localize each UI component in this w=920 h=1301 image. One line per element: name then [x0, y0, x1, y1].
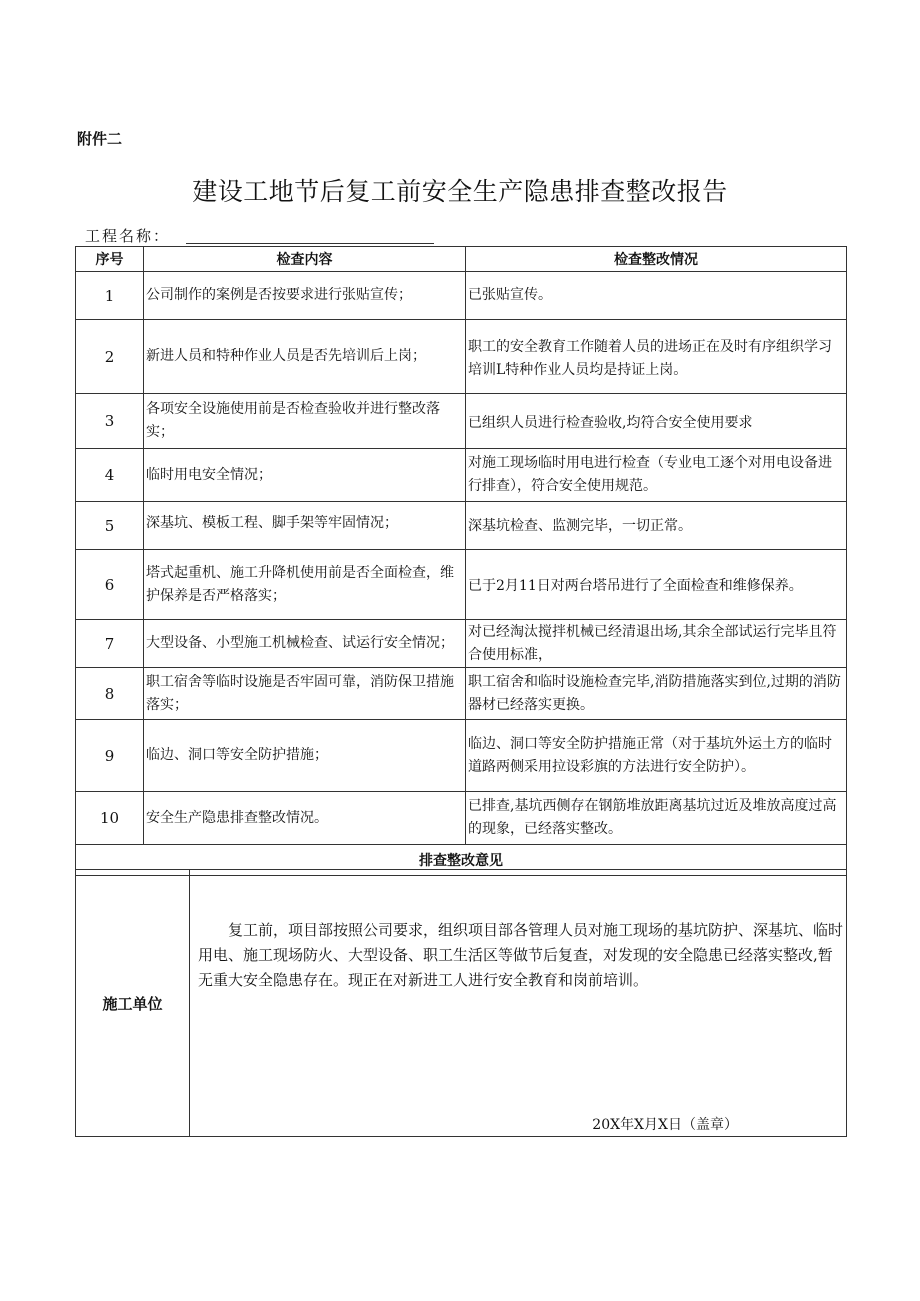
- row-content: 临时用电安全情况；: [144, 449, 466, 502]
- section-title: 排查整改意见: [76, 845, 847, 876]
- row-status: 已张贴宣传。: [466, 272, 847, 320]
- row-no: 5: [76, 502, 144, 550]
- row-content: 职工宿舍等临时设施是否牢固可靠，消防保卫措施落实；: [144, 668, 466, 720]
- row-status: 临边、洞口等安全防护措施正常（对于基坑外运土方的临时道路两侧采用拉设彩旗的方法进行安全防护）。: [466, 720, 847, 792]
- row-status: 已排查,基坑西侧存在钢筋堆放距离基坑过近及堆放高度过高的现象，已经落实整改。: [466, 792, 847, 845]
- header-status: 检查整改情况: [466, 247, 847, 272]
- table-header-row: [76, 247, 847, 272]
- project-name-field[interactable]: [186, 243, 434, 244]
- header-content: 检查内容: [144, 247, 466, 272]
- row-content: 大型设备、小型施工机械检查、试运行安全情况；: [144, 620, 466, 668]
- row-no: 6: [76, 550, 144, 620]
- opinion-text: 复工前，项目部按照公司要求，组织项目部各管理人员对施工现场的基坑防护、深基坑、临时用电、施工现场防火、大型设备、职工生活区等做节后复查，对发现的安全隐患已经落实整改,暂无重大安全隐患存在。现正在对新进工人进行安全教育和岗前培训。: [198, 921, 844, 989]
- inspection-table: [75, 246, 847, 876]
- date-seal: 20X年X月X日（盖章）: [592, 1117, 738, 1133]
- row-status: 对已经淘汰搅拌机械已经清退出场,其余全部试运行完毕且符合使用标准，: [466, 620, 847, 668]
- row-content: 临边、洞口等安全防护措施；: [144, 720, 466, 792]
- row-content: 各项安全设施使用前是否检查验收并进行整改落实；: [144, 394, 466, 449]
- row-status: 职工宿舍和临时设施检查完毕,消防措施落实到位,过期的消防器材已经落实更换。: [466, 668, 847, 720]
- row-no: 9: [76, 720, 144, 792]
- row-content: 塔式起重机、施工升降机使用前是否全面检查，维护保养是否严格落实；: [144, 550, 466, 620]
- opinion-cell: [190, 870, 847, 1137]
- table-row: [76, 720, 847, 792]
- table-row: [76, 394, 847, 449]
- table-row: [76, 620, 847, 668]
- row-status: 职工的安全教育工作随着人员的进场正在及时有序组织学习培训L特种作业人员均是持证上岗。: [466, 320, 847, 394]
- table-row: [76, 668, 847, 720]
- row-no: 8: [76, 668, 144, 720]
- row-content: 新进人员和特种作业人员是否先培训后上岗；: [144, 320, 466, 394]
- construction-unit-label: 施工单位: [76, 870, 190, 1137]
- row-no: 4: [76, 449, 144, 502]
- table-row: [76, 502, 847, 550]
- project-name-label: 工程名称：: [85, 227, 171, 245]
- row-no: 3: [76, 394, 144, 449]
- row-no: 2: [76, 320, 144, 394]
- table-row: [76, 449, 847, 502]
- row-content: 公司制作的案例是否按要求进行张贴宣传；: [144, 272, 466, 320]
- row-status: 深基坑检查、监测完毕，一切正常。: [466, 502, 847, 550]
- row-no: 7: [76, 620, 144, 668]
- table-row: [76, 792, 847, 845]
- opinion-table: [75, 869, 847, 1137]
- row-status: 已组织人员进行检查验收,均符合安全使用要求: [466, 394, 847, 449]
- row-no: 1: [76, 272, 144, 320]
- construction-unit-row: [76, 870, 847, 1137]
- row-content: 安全生产隐患排查整改情况。: [144, 792, 466, 845]
- table-row: [76, 320, 847, 394]
- header-no: 序号: [76, 247, 144, 272]
- annex-label: 附件二: [77, 130, 123, 148]
- row-no: 10: [76, 792, 144, 845]
- table-row: [76, 550, 847, 620]
- row-status: 对施工现场临时用电进行检查（专业电工逐个对用电设备进行排查），符合安全使用规范。: [466, 449, 847, 502]
- table-row: [76, 272, 847, 320]
- row-status: 已于2月11日对两台塔吊进行了全面检查和维修保养。: [466, 550, 847, 620]
- row-content: 深基坑、模板工程、脚手架等牢固情况；: [144, 502, 466, 550]
- page-title: 建设工地节后复工前安全生产隐患排查整改报告: [192, 177, 728, 206]
